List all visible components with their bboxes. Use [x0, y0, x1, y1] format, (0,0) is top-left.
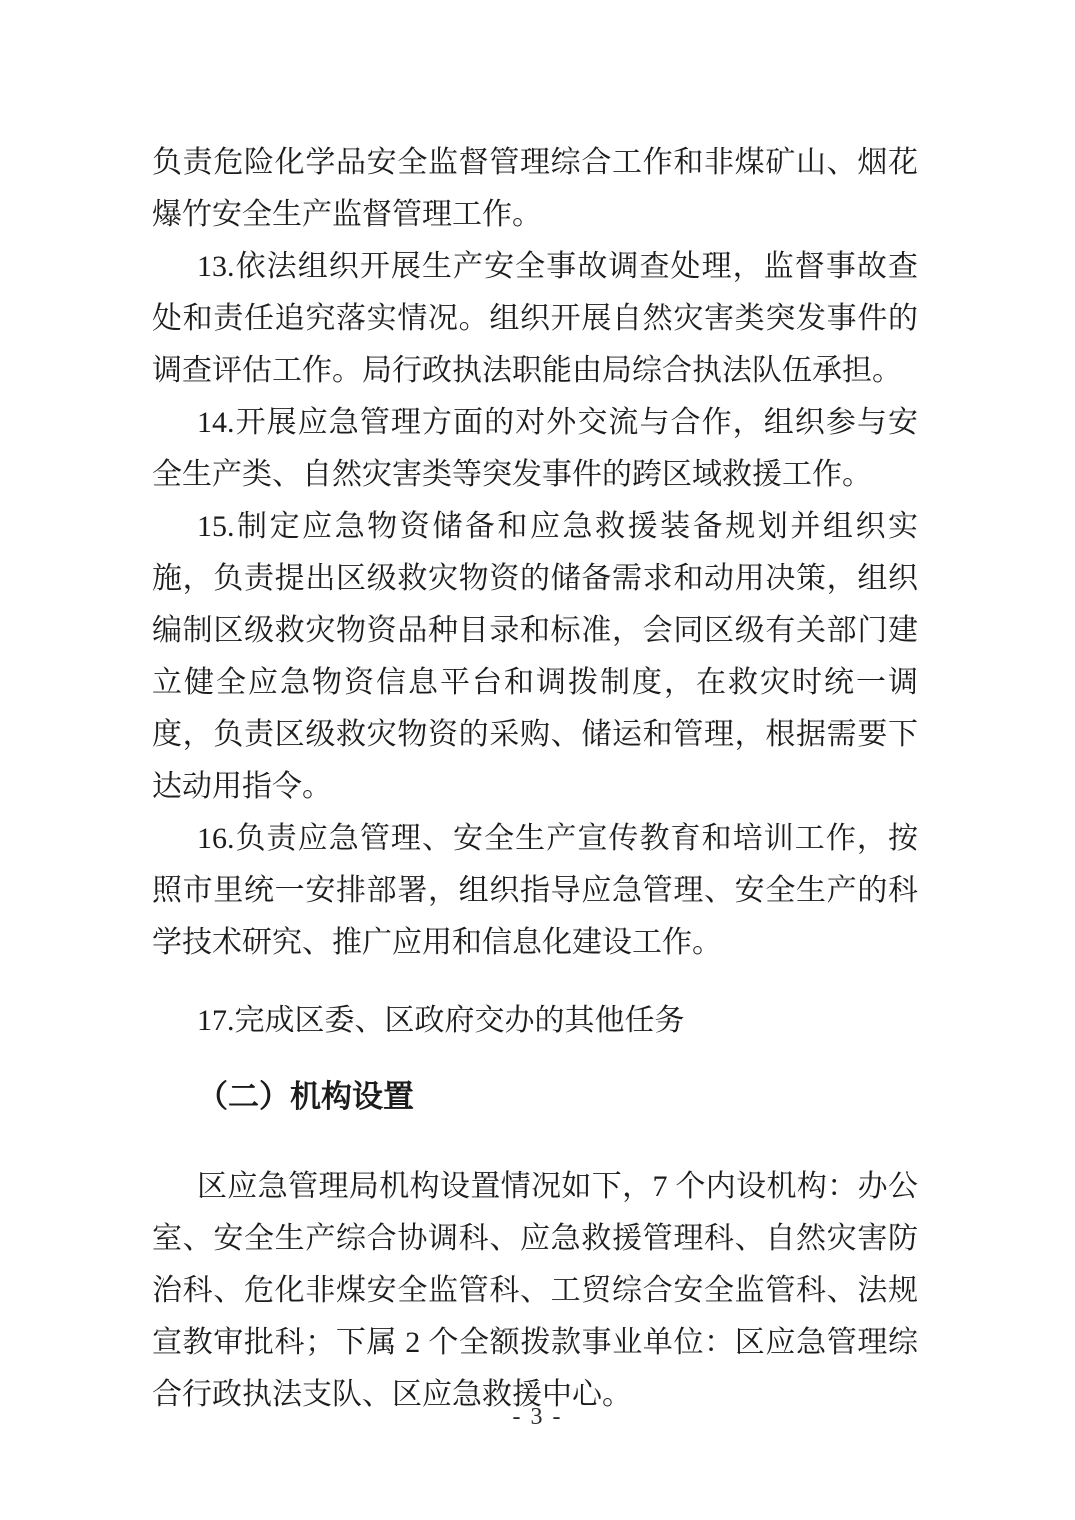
page-number: - 3 -: [512, 1404, 563, 1430]
paragraph-item-17: 17.完成区委、区政府交办的其他任务: [197, 1004, 685, 1037]
paragraph-item-16: 16.负责应急管理、安全生产宣传教育和培训工作，按照市里统一安排部署，组织指导应急管理、安全生产的科学技术研究、推广应用和信息化建设工作。: [152, 822, 918, 959]
page-body: [152, 137, 918, 1421]
section-heading-organization-setup: （二）机构设置: [197, 1079, 414, 1114]
paragraph-item-13: 13.依法组织开展生产安全事故调查处理，监督事故查处和责任追究落实情况。组织开展自然灾害类突发事件的调查评估工作。局行政执法职能由局综合执法队伍承担。: [152, 250, 918, 387]
paragraph-item-15: 15.制定应急物资储备和应急救援装备规划并组织实施，负责提出区级救灾物资的储备需求和动用决策，组织编制区级救灾物资品种目录和标准，会同区级有关部门建立健全应急物资信息平台和调拨制度，在救灾时统一调度，负责区级救灾物资的采购、储运和管理，根据需要下达动用指令。: [152, 510, 918, 803]
paragraph-organization-setup: 区应急管理局机构设置情况如下，7 个内设机构：办公室、安全生产综合协调科、应急救援管理科、自然灾害防治科、危化非煤安全监管科、工贸综合安全监管科、法规宣教审批科；下属 2 个全额拨款事业单位：区应急管理综合行政执法支队、区应急救援中心。: [152, 1170, 918, 1411]
paragraph-item-14: 14.开展应急管理方面的对外交流与合作，组织参与安全生产类、自然灾害类等突发事件的跨区域救援工作。: [152, 406, 918, 491]
paragraph-continuation: 负责危险化学品安全监督管理综合工作和非煤矿山、烟花爆竹安全生产监督管理工作。: [152, 146, 918, 231]
